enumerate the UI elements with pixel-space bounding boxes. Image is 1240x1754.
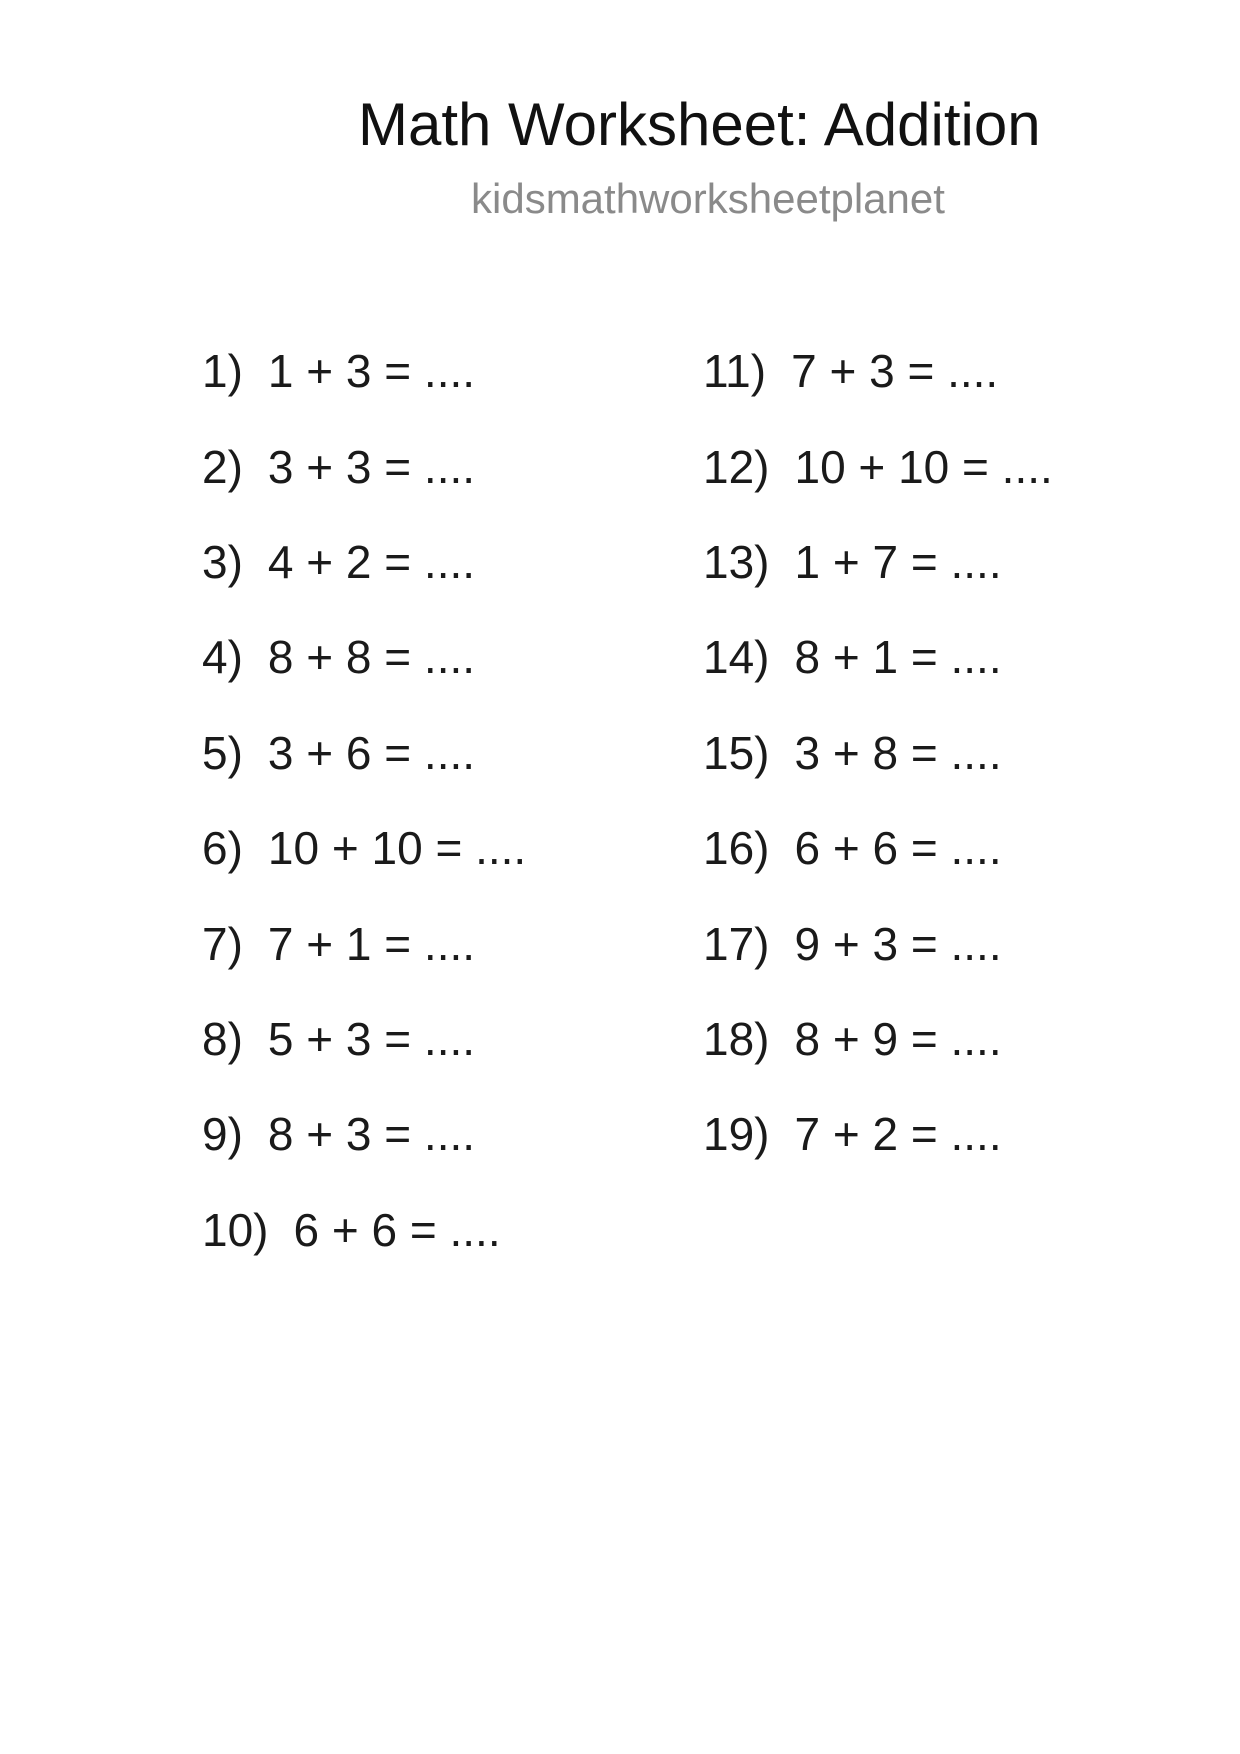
- problem-row: [703, 324, 1053, 419]
- problem-row: [202, 419, 526, 514]
- problems-left-column: [202, 324, 526, 1278]
- problem-row: [202, 324, 526, 419]
- problem-expression: 6 + 6 = ....: [293, 1203, 501, 1256]
- problem-number: 18): [703, 1012, 770, 1065]
- problem-expression: 9 + 3 = ....: [794, 917, 1002, 970]
- problem-row: [703, 1087, 1053, 1182]
- problem-row: [703, 992, 1053, 1087]
- problem-expression: 3 + 6 = ....: [267, 726, 476, 779]
- problem-number: 1): [202, 345, 243, 398]
- problem-number: 16): [703, 822, 770, 875]
- problem-number: 7): [202, 917, 243, 970]
- problem-number: 4): [202, 631, 243, 684]
- problem-row: [703, 515, 1053, 610]
- problem-expression: 1 + 7 = ....: [794, 536, 1002, 589]
- problem-row: [202, 801, 526, 896]
- problem-expression: 10 + 10 = ....: [267, 822, 527, 875]
- problem-number: 8): [202, 1012, 243, 1065]
- problem-number: 3): [202, 536, 243, 589]
- problem-expression: 8 + 9 = ....: [794, 1012, 1002, 1065]
- problem-expression: 4 + 2 = ....: [267, 536, 476, 589]
- problem-number: 13): [703, 536, 770, 589]
- problem-expression: 8 + 3 = ....: [267, 1108, 476, 1161]
- problem-number: 2): [202, 440, 243, 493]
- problem-row: [703, 419, 1053, 514]
- problem-row: [202, 1183, 526, 1278]
- problems-right-column: [703, 324, 1053, 1183]
- problem-number: 6): [202, 822, 243, 875]
- problem-number: 9): [202, 1108, 243, 1161]
- problem-number: 12): [703, 440, 770, 493]
- problem-number: 11): [703, 345, 767, 398]
- problem-number: 19): [703, 1108, 770, 1161]
- page-subtitle: kidsmathworksheetplanet: [471, 175, 945, 222]
- problem-row: [202, 1087, 526, 1182]
- problem-row: [202, 992, 526, 1087]
- problem-row: [202, 610, 526, 705]
- problem-row: [703, 896, 1053, 991]
- problem-number: 15): [703, 726, 770, 779]
- problem-row: [703, 610, 1053, 705]
- problem-expression: 10 + 10 = ....: [794, 440, 1053, 493]
- page-title: Math Worksheet: Addition: [358, 91, 1041, 158]
- problem-number: 5): [202, 726, 243, 779]
- problem-number: 10): [202, 1203, 269, 1256]
- problem-expression: 7 + 3 = ....: [791, 345, 999, 398]
- problem-row: [202, 896, 526, 991]
- problem-expression: 7 + 2 = ....: [794, 1108, 1002, 1161]
- problem-expression: 7 + 1 = ....: [267, 917, 476, 970]
- problem-number: 14): [703, 631, 770, 684]
- problem-row: [703, 706, 1053, 801]
- problem-row: [202, 706, 526, 801]
- problem-expression: 8 + 1 = ....: [794, 631, 1002, 684]
- problem-expression: 5 + 3 = ....: [267, 1012, 476, 1065]
- problem-row: [202, 515, 526, 610]
- problem-expression: 3 + 8 = ....: [794, 726, 1002, 779]
- problem-number: 17): [703, 917, 770, 970]
- problem-expression: 6 + 6 = ....: [794, 822, 1002, 875]
- problem-expression: 1 + 3 = ....: [267, 345, 476, 398]
- problem-row: [703, 801, 1053, 896]
- problem-expression: 3 + 3 = ....: [267, 440, 476, 493]
- problem-expression: 8 + 8 = ....: [267, 631, 476, 684]
